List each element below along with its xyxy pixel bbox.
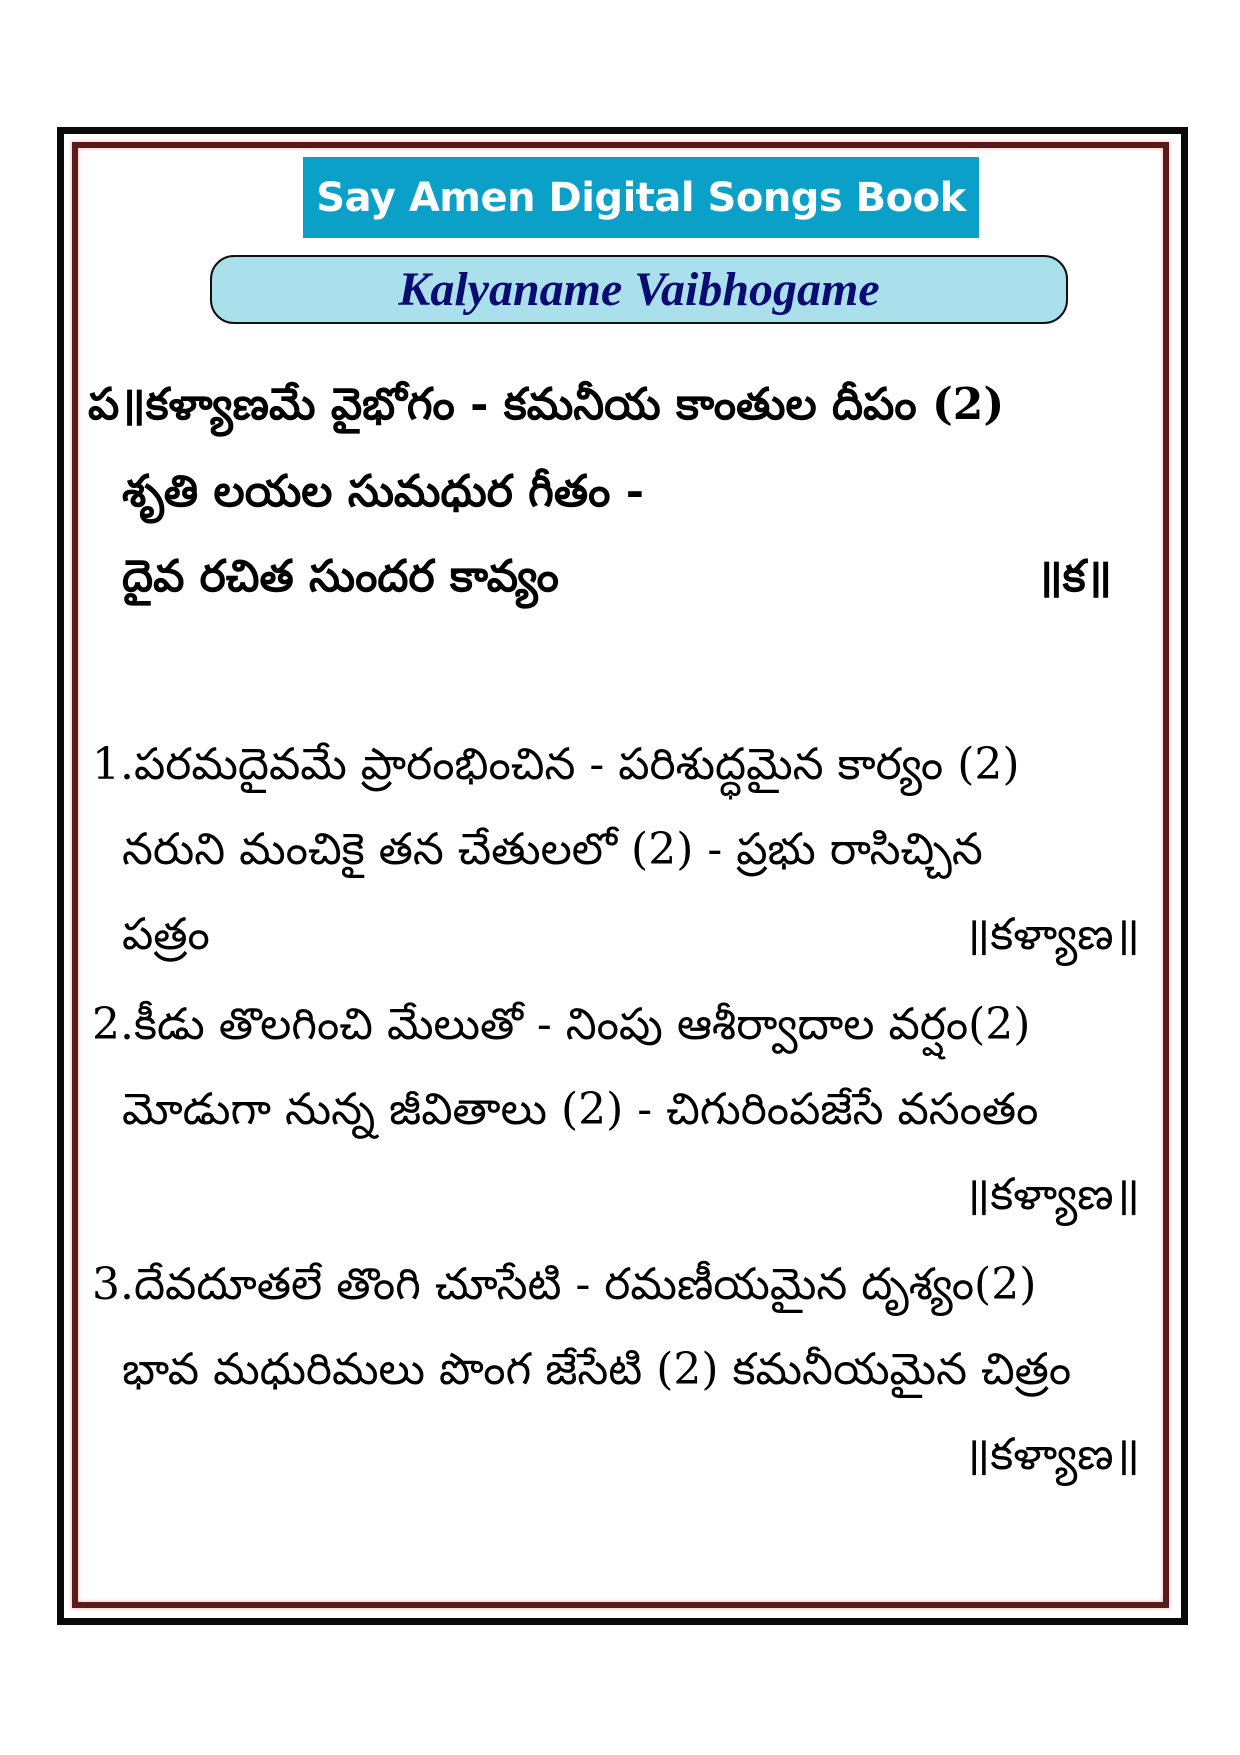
song-title-pill — [210, 255, 1068, 324]
verse-line: 3.దేవదూతలే తొంగి చూసేటి - రమణీయమైన దృశ్యం(2) — [92, 1259, 1037, 1310]
chorus-refrain-marker: ॥క॥ — [1036, 551, 1112, 602]
verse-refrain-marker: ॥కళ్యాణ॥ — [963, 1429, 1140, 1480]
book-title: Say Amen Digital Songs Book — [316, 174, 966, 221]
book-title-banner — [303, 157, 979, 238]
verse-line: భావ మధురిమలు పొంగ జేసేటి (2) కమనీయమైన చిత్రం — [122, 1344, 1072, 1395]
verse-line: మోడుగా నున్న జీవితాలు (2) - చిగురింపజేసే వసంతం — [122, 1084, 1039, 1135]
song-title: Kalyaname Vaibhogame — [398, 263, 880, 316]
verse-line: 1.పరమదైవమే ప్రారంభించిన - పరిశుద్ధమైన కార్యం (2) — [92, 739, 1020, 790]
chorus-line: ప॥కళ్యాణమే వైభోగం - కమనీయ కాంతుల దీపం (2) — [88, 379, 1005, 430]
chorus-line: దైవ రచిత సుందర కావ్యం — [122, 551, 559, 602]
chorus-line: శృతి లయల సుమధుర గీతం - — [122, 466, 644, 517]
verse-line: పత్రం — [122, 909, 210, 960]
verse-refrain-marker: ॥కళ్యాణ॥ — [963, 909, 1140, 960]
verse-line: 2.కీడు తొలగించి మేలుతో - నింపు ఆశీర్వాదాల వర్షం(2) — [92, 999, 1031, 1050]
verse-line: నరుని మంచికై తన చేతులలో (2) - ప్రభు రాసిచ్చిన — [122, 824, 983, 875]
verse-refrain-marker: ॥కళ్యాణ॥ — [963, 1169, 1140, 1220]
